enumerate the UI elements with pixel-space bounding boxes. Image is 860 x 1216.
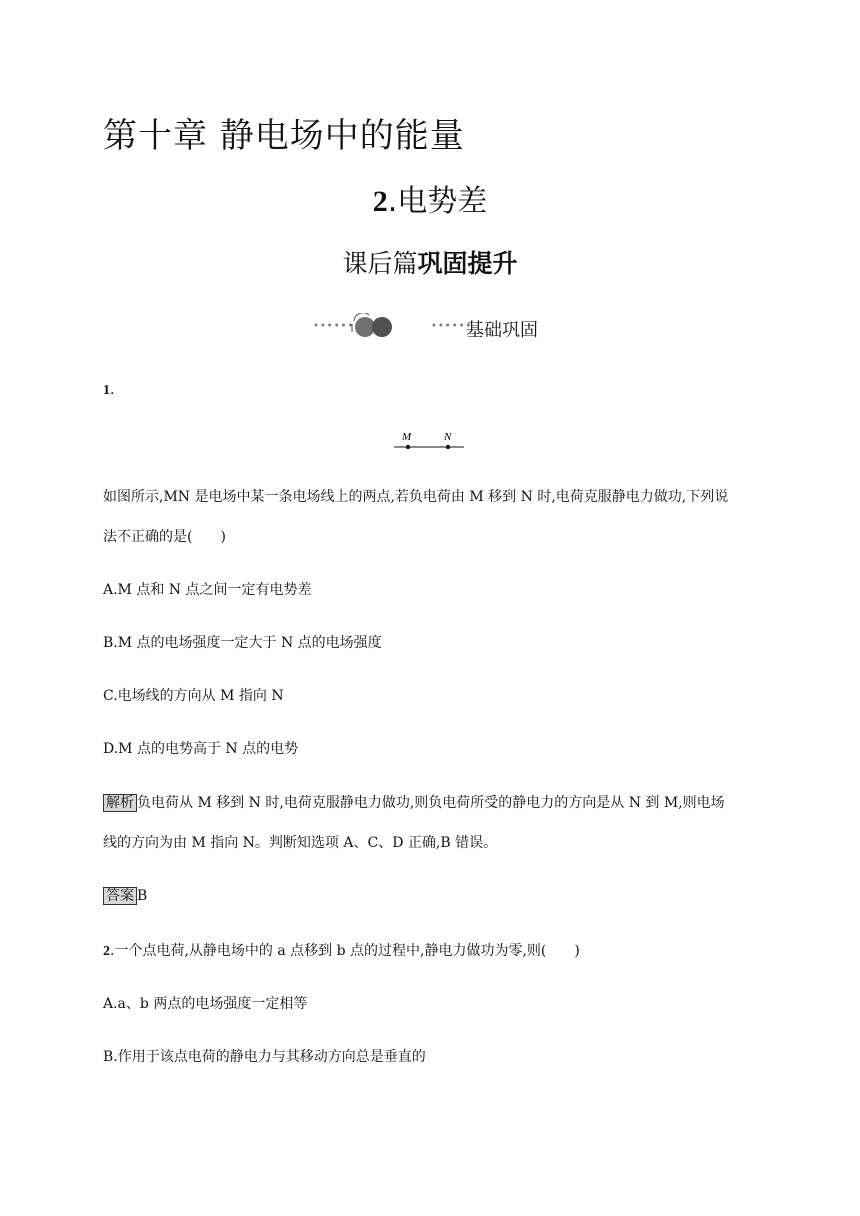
- option-d: D.M 点的电势高于 N 点的电势: [103, 741, 299, 757]
- point-n: [446, 445, 450, 449]
- dotted-leader-right: ••••••: [431, 321, 473, 332]
- option-b: B.M 点的电场强度一定大于 N 点的电场强度: [103, 635, 382, 651]
- analysis-text: 负电荷从 M 移到 N 时,电荷克服静电力做功,则负电荷所受的静电力的方向是从 N 到 M,则电场: [137, 795, 725, 811]
- question-1-number: 1.: [103, 382, 115, 398]
- question-1-stem-line1: 如图所示,MN 是电场中某一条电场线上的两点,若负电荷由 M 移到 N 时,电荷克服静电力做功,下列说: [103, 489, 729, 505]
- two-circles-icon: [349, 313, 399, 339]
- banner-label: 基础巩固: [466, 320, 538, 341]
- answer-value: B: [137, 888, 148, 904]
- answer-tag: 答案: [103, 887, 137, 905]
- chapter-title: 第十章 静电场中的能量: [103, 116, 465, 156]
- point-m: [406, 445, 410, 449]
- section-banner: [313, 313, 573, 339]
- q2-option-b: B.作用于该点电荷的静电力与其移动方向总是垂直的: [103, 1049, 426, 1065]
- subsection-title: [0, 244, 860, 280]
- section-number: 2: [372, 185, 388, 218]
- analysis-line2: 线的方向为由 M 指向 N。判断知选项 A、C、D 正确,B 错误。: [103, 835, 498, 851]
- analysis-tag: 解析: [103, 794, 137, 812]
- answer-line: [103, 885, 147, 905]
- field-line-diagram: [394, 428, 466, 452]
- label-m: M: [402, 431, 412, 443]
- subsection-bold: 巩固提升: [417, 249, 518, 278]
- question-2-number: 2: [103, 944, 110, 959]
- analysis-line1: [103, 792, 725, 812]
- option-c: C.电场线的方向从 M 指向 N: [103, 688, 284, 704]
- section-title: [0, 176, 860, 220]
- section-title-text: .电势差: [387, 184, 488, 219]
- question-1-stem-line2: 法不正确的是( ): [103, 529, 226, 545]
- dotted-leader-left: ••••••: [313, 321, 355, 332]
- label-n: N: [444, 431, 452, 443]
- q2-option-a: A.a、b 两点的电场强度一定相等: [103, 996, 308, 1012]
- option-a: A.M 点和 N 点之间一定有电势差: [103, 582, 312, 598]
- question-2-stem: 2.一个点电荷,从静电场中的 a 点移到 b 点的过程中,静电力做功为零,则( ): [103, 943, 580, 959]
- subsection-regular: 课后篇: [342, 249, 418, 278]
